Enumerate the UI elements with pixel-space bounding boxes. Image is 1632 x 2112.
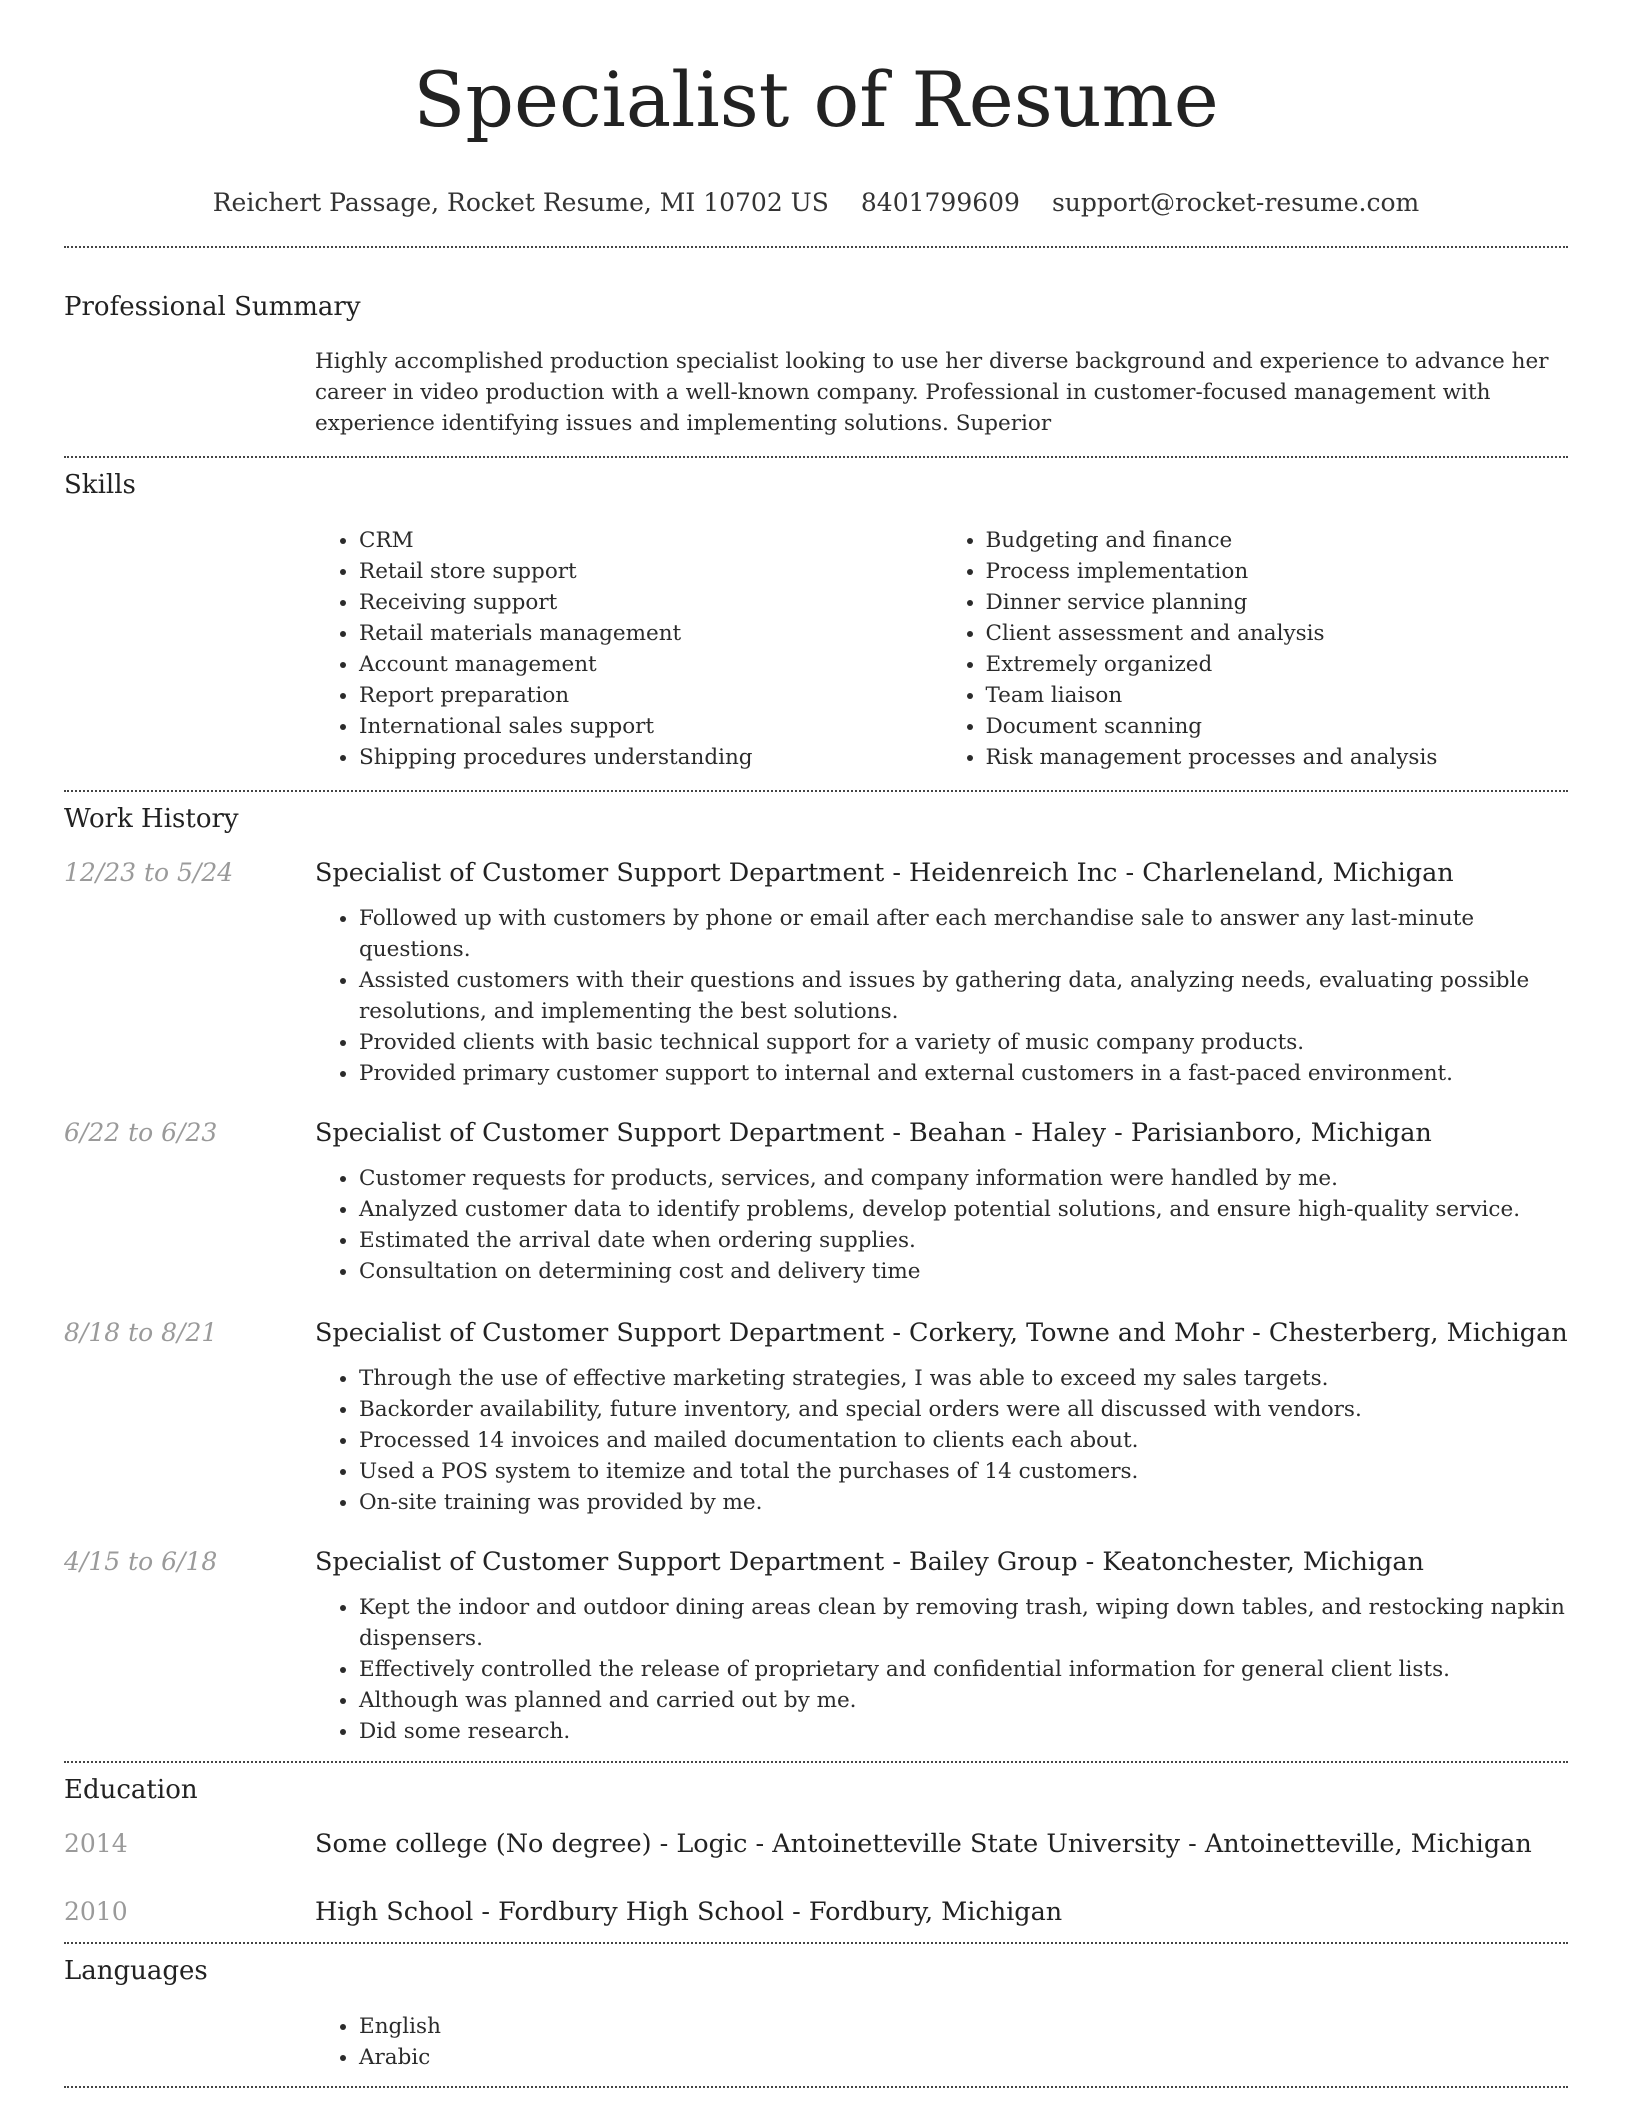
section-title-summary: Professional Summary bbox=[64, 292, 361, 322]
job-bullet-list bbox=[315, 1592, 1568, 1747]
education-date: 2014 bbox=[64, 1829, 128, 1858]
languages-content bbox=[315, 2011, 1568, 2073]
skills-section bbox=[0, 458, 1632, 773]
resume-header bbox=[0, 0, 1632, 218]
skill-item: • Team liaison bbox=[986, 680, 1569, 711]
job-bullet: • Consultation on determining cost and delivery time bbox=[359, 1256, 1568, 1287]
summary-text: Highly accomplished production specialist looking to use her diverse background and experience to advance her career in video production with a well-known company. Professional in customer-focused management with experience identifying issues and implementing solutions. Superior bbox=[315, 349, 1549, 436]
job-title: Specialist of Customer Support Department - Corkery, Towne and Mohr - Chesterberg, Michigan bbox=[315, 1318, 1568, 1348]
education-list bbox=[64, 1828, 1568, 1928]
job-entry bbox=[64, 1317, 1568, 1518]
education-title: High School - Fordbury High School - Fordbury, Michigan bbox=[315, 1897, 1063, 1927]
job-bullet: • Analyzed customer data to identify problems, develop potential solutions, and ensure high-quality service. bbox=[359, 1194, 1568, 1225]
candidate-name: Specialist of Resume bbox=[413, 55, 1219, 144]
job-date: 4/15 to 6/18 bbox=[64, 1547, 218, 1576]
job-bullet: • Through the use of effective marketing strategies, I was able to exceed my sales targets. bbox=[359, 1363, 1568, 1394]
job-header bbox=[64, 1117, 1568, 1149]
job-bullet: • Provided primary customer support to internal and external customers in a fast-paced environment. bbox=[359, 1058, 1568, 1089]
contact-address: Reichert Passage, Rocket Resume, MI 10702 US bbox=[212, 188, 829, 217]
job-bullet: • Did some research. bbox=[359, 1716, 1568, 1747]
job-bullet-list bbox=[315, 903, 1568, 1089]
section-title-languages: Languages bbox=[64, 1956, 208, 1986]
education-entry bbox=[64, 1896, 1568, 1928]
job-bullet: • Assisted customers with their questions and issues by gathering data, analyzing needs, evaluating possible resolutions, and implementing the best solutions. bbox=[359, 965, 1568, 1027]
summary-section bbox=[0, 248, 1632, 439]
skill-item: • Client assessment and analysis bbox=[986, 618, 1569, 649]
education-section bbox=[0, 1763, 1632, 1928]
skill-item: • Report preparation bbox=[359, 680, 942, 711]
job-bullet-list bbox=[315, 1363, 1568, 1518]
skills-list-left bbox=[315, 525, 942, 773]
skills-list-right bbox=[942, 525, 1569, 773]
skill-item: • Budgeting and finance bbox=[986, 525, 1569, 556]
education-title: Some college (No degree) - Logic - Antoinetteville State University - Antoinetteville, Michigan bbox=[315, 1829, 1532, 1859]
skill-item: • Shipping procedures understanding bbox=[359, 742, 942, 773]
job-bullet: • Kept the indoor and outdoor dining areas clean by removing trash, wiping down tables, and restocking napkin dispensers. bbox=[359, 1592, 1568, 1654]
languages-list bbox=[315, 2011, 1568, 2073]
job-date: 8/18 to 8/21 bbox=[64, 1318, 218, 1347]
section-title-skills: Skills bbox=[64, 470, 136, 500]
job-bullet: • On-site training was provided by me. bbox=[359, 1487, 1568, 1518]
job-list bbox=[64, 857, 1568, 1747]
skill-item: • Process implementation bbox=[986, 556, 1569, 587]
job-bullet: • Customer requests for products, services, and company information were handled by me. bbox=[359, 1163, 1568, 1194]
language-item: • Arabic bbox=[359, 2042, 1568, 2073]
skill-item: • Extremely organized bbox=[986, 649, 1569, 680]
skill-item: • International sales support bbox=[359, 711, 942, 742]
skill-item: • Retail store support bbox=[359, 556, 942, 587]
job-bullet: • Estimated the arrival date when ordering supplies. bbox=[359, 1225, 1568, 1256]
skills-lists bbox=[315, 525, 1568, 773]
job-bullet: • Processed 14 invoices and mailed documentation to clients each about. bbox=[359, 1425, 1568, 1456]
job-header bbox=[64, 857, 1568, 889]
skill-item: • Document scanning bbox=[986, 711, 1569, 742]
divider bbox=[64, 2086, 1568, 2088]
section-title-work: Work History bbox=[64, 804, 239, 834]
job-header bbox=[64, 1317, 1568, 1349]
section-title-education: Education bbox=[64, 1775, 198, 1805]
education-date: 2010 bbox=[64, 1897, 128, 1926]
skill-item: • Account management bbox=[359, 649, 942, 680]
contact-email: support@rocket-resume.com bbox=[1051, 188, 1420, 217]
education-entry bbox=[64, 1828, 1568, 1860]
job-bullet: • Followed up with customers by phone or email after each merchandise sale to answer any last-minute questions. bbox=[359, 903, 1568, 965]
language-item: • English bbox=[359, 2011, 1568, 2042]
skill-item: • Dinner service planning bbox=[986, 587, 1569, 618]
job-date: 6/22 to 6/23 bbox=[64, 1118, 218, 1147]
job-bullet-list bbox=[315, 1163, 1568, 1287]
skill-item: • Risk management processes and analysis bbox=[986, 742, 1569, 773]
skill-item: • Retail materials management bbox=[359, 618, 942, 649]
contact-phone: 8401799609 bbox=[860, 188, 1020, 217]
job-header bbox=[64, 1546, 1568, 1578]
job-entry bbox=[64, 857, 1568, 1089]
job-bullet: • Provided clients with basic technical support for a variety of music company products. bbox=[359, 1027, 1568, 1058]
job-bullet: • Although was planned and carried out by me. bbox=[359, 1685, 1568, 1716]
job-bullet: • Backorder availability, future inventory, and special orders were all discussed with vendors. bbox=[359, 1394, 1568, 1425]
job-title: Specialist of Customer Support Department - Bailey Group - Keatonchester, Michigan bbox=[315, 1547, 1424, 1577]
job-entry bbox=[64, 1117, 1568, 1287]
contact-line bbox=[0, 188, 1632, 218]
job-bullet: • Effectively controlled the release of proprietary and confidential information for general client lists. bbox=[359, 1654, 1568, 1685]
work-section bbox=[0, 792, 1632, 1747]
job-date: 12/23 to 5/24 bbox=[64, 858, 234, 887]
job-title: Specialist of Customer Support Department - Beahan - Haley - Parisianboro, Michigan bbox=[315, 1118, 1432, 1148]
languages-section bbox=[0, 1944, 1632, 2073]
job-bullet: • Used a POS system to itemize and total the purchases of 14 customers. bbox=[359, 1456, 1568, 1487]
job-title: Specialist of Customer Support Department - Heidenreich Inc - Charleneland, Michigan bbox=[315, 858, 1454, 888]
skill-item: • Receiving support bbox=[359, 587, 942, 618]
job-entry bbox=[64, 1546, 1568, 1747]
skill-item: • CRM bbox=[359, 525, 942, 556]
